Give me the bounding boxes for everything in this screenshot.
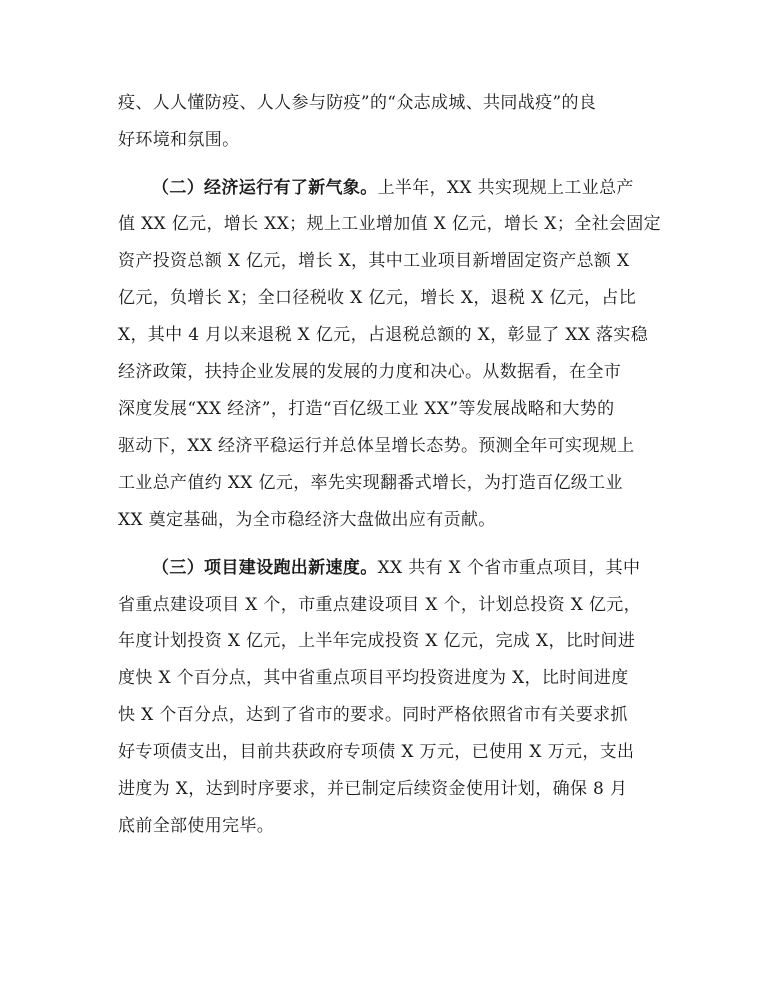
paragraph-line: 资产投资总额 X 亿元，增长 X，其中工业项目新增固定资产总额 X [118,251,630,271]
section-heading: （二）经济运行有了新气象。 [152,178,378,198]
paragraph-line: 进度为 X，达到时序要求，并已制定后续资金使用计划，确保 8 月 [118,779,628,799]
paragraph-line: 好环境和氛围。 [118,130,240,150]
paragraph-line: 值 XX 亿元，增长 XX；规上工业增加值 X 亿元，增长 X；全社会固定 [118,214,661,234]
paragraph-line: 疫、人人懂防疫、人人参与防疫”的“众志成城、共同战疫”的良 [118,93,597,113]
paragraph-line: 度快 X 个百分点，其中省重点项目平均投资进度为 X，比时间进度 [118,668,629,688]
paragraph-first-line [152,557,672,579]
paragraph-line: 省重点建设项目 X 个，市重点建设项目 X 个，计划总投资 X 亿元， [118,595,641,615]
paragraph-line: X，其中 4 月以来退税 X 亿元，占退税总额的 X，彰显了 XX 落实稳 [118,325,649,345]
paragraph-line: 深度发展“XX 经济”，打造“百亿级工业 XX”等发展战略和大势的 [118,399,615,419]
paragraph-line: 快 X 个百分点，达到了省市的要求。同时严格依照省市有关要求抓 [118,705,628,725]
paragraph-line: 工业总产值约 XX 亿元，率先实现翻番式增长，为打造百亿级工业 [118,473,623,493]
paragraph-line: 好专项债支出，目前共获政府专项债 X 万元，已使用 X 万元，支出 [118,742,635,762]
paragraph-line: XX 奠定基础，为全市稳经济大盘做出应有贡献。 [118,510,496,530]
paragraph-line: 驱动下，XX 经济平稳运行并总体呈增长态势。预测全年可实现规上 [118,436,635,456]
paragraph-first-line [152,177,672,199]
paragraph-line: 亿元，负增长 X；全口径税收 X 亿元，增长 X，退税 X 亿元，占比 [118,288,637,308]
paragraph-line: 年度计划投资 X 亿元，上半年完成投资 X 亿元，完成 X，比时间进 [118,631,636,651]
paragraph-line: 经济政策，扶持企业发展的发展的力度和决心。从数据看，在全市 [118,362,622,382]
paragraph-line: 底前全部使用完毕。 [118,816,275,836]
paragraph-text: 上半年，XX 共实现规上工业总产 [377,178,634,198]
paragraph-text: XX 共有 X 个省市重点项目，其中 [377,558,641,578]
section-heading: （三）项目建设跑出新速度。 [152,558,378,578]
